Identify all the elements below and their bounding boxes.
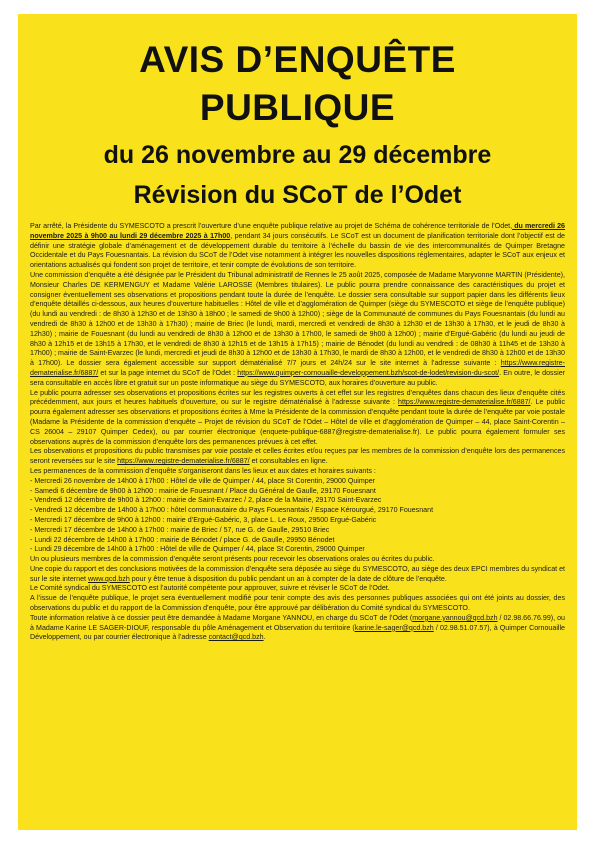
schedule-item: - Lundi 22 décembre de 14h00 à 17h00 : mairie de Bénodet / place G. de Gaulle, 29950 Bénodet (30, 535, 335, 544)
notice-body (30, 222, 565, 643)
paragraph-contact: Toute information relative à ce dossier peut être demandée à Madame Morgane YANNOU, en charge du SCoT de l’Odet (morgane.yannou@qcd.bzh / 02.98.66.76.99), ou à Madame Karine LE SAGER-DIOUF, responsable du pôle Aménagement et Observation du territoire (karine.le-sager@qcd.bzh / 02.98.51.07.57), à Quimper Cornouaille Développement, ou par courrier électronique à l’adresse contact@qcd.bzh. (30, 613, 565, 642)
paragraph-outcome: A l’issue de l’enquête publique, le projet sera éventuellement modifié pour tenir compte des avis des personnes publiques associées qui ont été joints au dossier, des observations du public et du rapport de la Commission d’enquête, pour être approuvé par délibération du Comité syndical du SYMESCOTO. (30, 594, 565, 613)
schedule-item: - Lundi 29 décembre de 14h00 à 17h00 : Hôtel de ville de Quimper / 44, place St Corentin, 29000 Quimper (30, 545, 365, 554)
paragraph-observations: Le public pourra adresser ses observations et propositions écrites sur les registres ouverts à cet effet sur les registres d’enquêtes dans chacun des lieux d’enquête cités précédemment, aux jours et heures habituels d’ouverture, ou sur le registre dématérialisé à l’adresse suivante : https://www.registre-dematerialise.fr/6887/. Le public pourra également adresser ses observations et propositions écrites à Mme la Présidente de la commission d’enquête pendant toute la durée de l’enquête par voie postale (Madame la Présidente de la commission d’enquête – Projet de révision du SCoT de l’Odet – Hôtel de ville et d’agglomération de Quimper – 44, place Saint-Corentin – CS 26004 – 29107 Quimper Cedex), ou par courrier électronique (enquete-publique-6887@registre-dematerialise.fr). Le public pourra également formuler ses observations auprès de la commission d’enquête lors des permanences prévues à cet effet. (30, 388, 565, 446)
notice-dates: du 26 novembre au 29 décembre (103, 141, 492, 169)
registry-link[interactable]: https://www.registre-dematerialise.fr/6887/ (398, 398, 531, 407)
notice-title-line2: PUBLIQUE (199, 87, 396, 128)
email-link-contact[interactable]: contact@qcd.bzh (208, 633, 264, 642)
schedule-item: - Samedi 6 décembre de 9h00 à 12h00 : mairie de Fouesnant / Place du Général de Gaulle, 29170 Fouesnant (30, 486, 376, 495)
paragraph-authority: Le Comité syndical du SYMESCOTO est l’autorité compétente pour approuver, suivre et réviser le SCoT de l’Odet. (30, 584, 390, 593)
email-link-yannou[interactable]: morgane.yannou@qcd.bzh (412, 613, 498, 622)
paragraph-report: Une copie du rapport et des conclusions motivées de la commission d’enquête sera déposée au siège du SYMESCOTO, au siège des deux EPCI membres du syndicat et sur le site internet www.qcd.bzh pour y être tenue à disposition du public pendant un an à compter de la date de clôture de l’enquête. (30, 564, 565, 583)
schedule-item: - Mercredi 26 novembre de 14h00 à 17h00 : Hôtel de ville de Quimper / 44, place St Corentin, 29000 Quimper (30, 476, 376, 485)
qcd-site-link[interactable]: www.qcd.bzh (87, 574, 130, 583)
paragraph-members: Un ou plusieurs membres de la commission d’enquête seront présents pour recevoir les observations orales ou écrites du public. (30, 555, 435, 564)
schedule-item: - Mercredi 17 décembre de 14h00 à 17h00 : mairie de Briec / 57, rue G. de Gaulle, 29510 Briec (30, 525, 330, 534)
notice-title-line1: AVIS D’ENQUÊTE (139, 39, 456, 80)
scot-page-link[interactable]: https://www.quimper-cornouaille-developpement.bzh/scot-de-lodet/revision-du-scot/ (237, 368, 500, 377)
notice-subject: Révision du SCoT de l’Odet (133, 181, 462, 209)
notice-sheet (18, 14, 577, 830)
schedule-item: - Vendredi 12 décembre de 9h00 à 12h00 : mairie de Saint-Evarzec / 2, place de la Mairie, 29170 Saint-Evarzec (30, 496, 382, 505)
paragraph-commission: Une commission d’enquête a été désignée par le Président du Tribunal administratif de Rennes le 25 août 2025, composée de Madame Maryvonne MARTIN (Présidente), Monsieur Charles DE KERMENGUY et Madame Valérie LAROSSE (Membres titulaires). Le public pourra prendre connaissance des caractéristiques du projet et consigner éventuellement ses observations et propositions pendant toute la durée de l’enquête. Le dossier sera consultable sur support papier dans les différents lieux d’enquête détaillés ci-dessous, aux heures d’ouverture habituelles : Hôtel de ville et d’agglomération de Quimper (siège du SYMESCOTO et siège de l’enquête publique) (du lundi au vendredi : de 8h30 à 12h30 et de 13h30 à 18h00 ; le samedi de 9h00 à 12h00) ; siège de la Communauté de communes du Pays Fouesnantais (du lundi au vendredi de 8h30 à 12h00 et de 13h30 à 17h30) ; mairie de Briec (le lundi, mardi, mercredi et vendredi de 8h30 à 12h30 et de 13h30 à 17h30, et le jeudi de 8h30 à 12h30) ; mairie de Fouesnant (du lundi au vendredi de 8h30 à 12h00 et de 13h30 à 17h00, le samedi de 9h00 à 12h00) ; mairie d’Ergué-Gabéric (du lundi au jeudi de 8h30 à 12h15 et de 13h15 à 17h30, et le vendredi de 8h30 à 12h15 et de 13h15 à 17h15) ; mairie de Bénodet (du lundi au vendredi : de 08h30 à 11h45 et de 13h30 à 17h00) ; mairie de Saint-Evarzec (le lundi, mercredi et jeudi de 8h30 à 12h00 et de 13h30 à 17h30, le mardi de 8h30 à 12h00, et le vendredi de 8h30 à 12h00 et de 13h30 à 17h00). Le dossier sera également accessible sur support dématérialisé 7/7 jours et 24h/24 sur le site internet à l’adresse suivante : https://www.registre-dematerialise.fr/6887/ et sur la page internet du SCoT de l’Odet : https://www.quimper-cornouaille-developpement.bzh/scot-de-lodet/revision-du-scot/. En outre, le dossier sera consultable en accès libre et gratuit sur un poste informatique au siège du SYMESCOTO, aux horaires d’ouverture au public. (30, 270, 566, 387)
paragraph-online: Les observations et propositions du public transmises par voie postale et celles écrites et/ou reçues par les membres de la commission d’enquête lors des permanences seront reversées sur le site https://www.registre-dematerialise.fr/6887/ et consultables en ligne. (30, 447, 565, 466)
schedule-item: - Mercredi 17 décembre de 9h00 à 12h00 : mairie d’Ergué-Gabéric, 3, place L. Le Roux, 29500 Ergué-Gabéric (30, 515, 377, 524)
registry-link[interactable]: https://www.registre-dematerialise.fr/6887/ (117, 457, 250, 466)
paragraph-permanences: Les permanences de la commission d’enquête s’organiseront dans les lieux et aux dates et horaires suivants : (30, 466, 376, 475)
paragraph-intro: Par arrêté, la Présidente du SYMESCOTO a prescrit l’ouverture d’une enquête publique relative au projet de Schéma de cohérence territoriale de l’Odet, du mercredi 26 novembre 2025 à 9h00 au lundi 29 décembre 2025 à 17h00, pendant 34 jours consécutifs. Le SCoT est un document de planification territoriale dont l’objectif est de définir une stratégie globale d’aménagement et de développement durable du territoire à l’échelle du bassin de vie des intercommunalités de Quimper Bretagne Occidentale et du Pays Fouesnantais. La révision du SCoT de l’Odet vise notamment à intégrer les nouvelles dispositions réglementaires, adapter le SCoT aux enjeux et orientations actualisés qui fondent son projet de territoire, et tenir compte de évolutions de son territoire. (30, 222, 565, 270)
permanence-schedule (30, 477, 565, 555)
registry-link[interactable]: https://www.registre-dematerialise.fr/6887/ (30, 359, 565, 377)
schedule-item: - Vendredi 12 décembre de 14h00 à 17h00 : hôtel communautaire du Pays Fouesnantais / Espace Kérourgué, 29170 Fouesnant (30, 506, 434, 515)
enquiry-dates: du mercredi 26 novembre 2025 à 9h00 au lundi 29 décembre 2025 à 17h00 (30, 222, 565, 240)
email-link-le-sager[interactable]: karine.le-sager@qcd.bzh (354, 623, 434, 632)
